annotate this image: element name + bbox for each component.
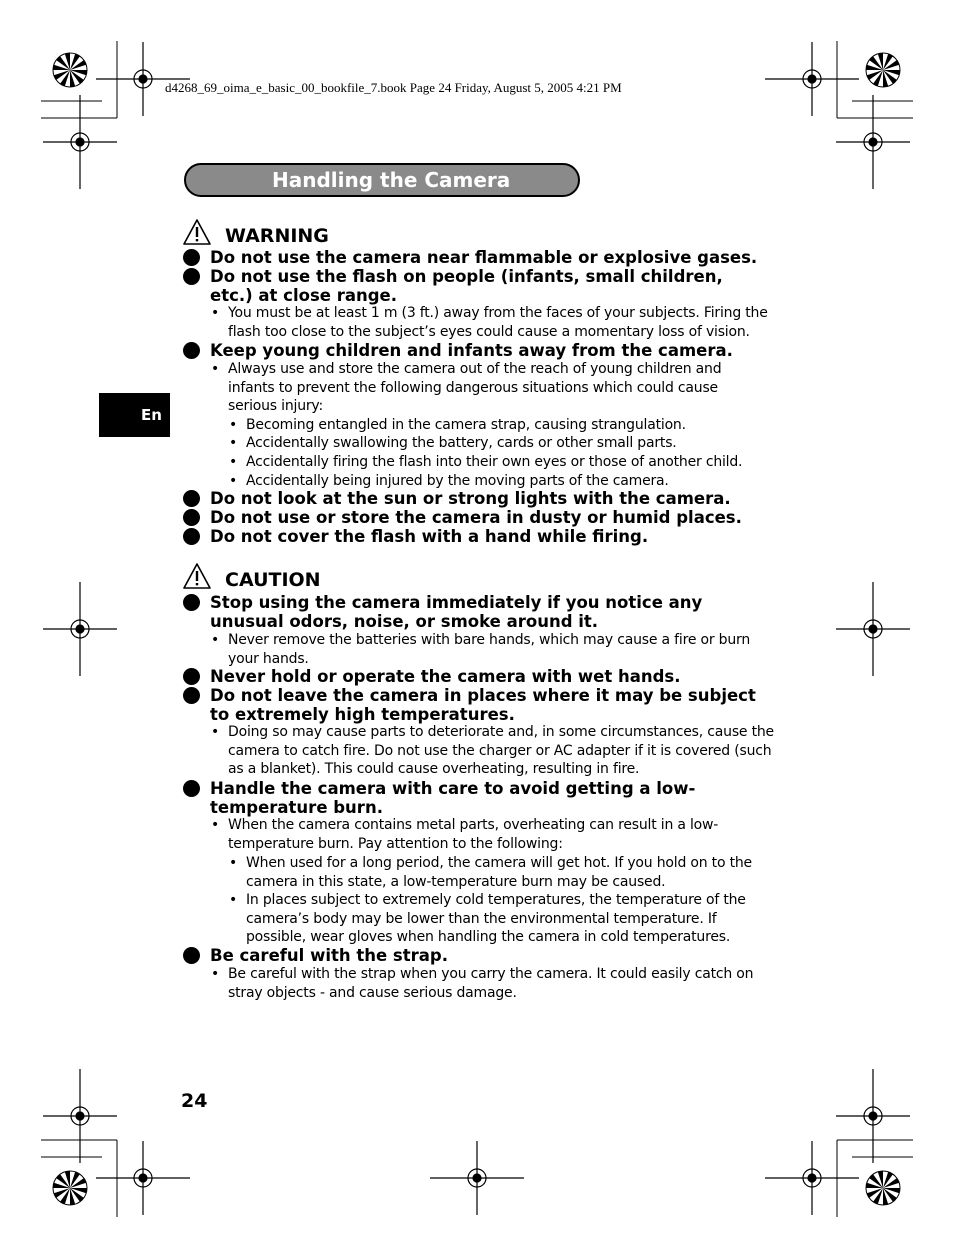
- bullet-icon: [183, 528, 200, 545]
- bullet-icon: [183, 947, 200, 964]
- caution-item: Do not leave the camera in places where it may be subject to extremely high temperatures.: [210, 686, 756, 724]
- warning-note: You must be at least 1 m (3 ft.) away from the faces of your subjects. Firing the flash too close to the subject’s eyes could cause a momentary loss of vision.: [228, 305, 768, 340]
- bullet-icon: [183, 687, 200, 704]
- page-number: 24: [181, 1090, 208, 1112]
- caution-item: Never hold or operate the camera with wet hands.: [210, 667, 681, 686]
- sub-bullet: •: [211, 361, 220, 377]
- sub-bullet: •: [229, 473, 238, 489]
- bullet-icon: [183, 780, 200, 797]
- sub-bullet: •: [211, 817, 220, 833]
- page-title: Handling the Camera: [272, 168, 511, 192]
- book-file-header: d4268_69_oima_e_basic_00_bookfile_7.book Page 24 Friday, August 5, 2005 4:21 PM: [165, 80, 622, 95]
- warning-item: Do not use or store the camera in dusty or humid places.: [210, 508, 742, 527]
- warning-subnote: Accidentally being injured by the moving parts of the camera.: [246, 473, 669, 489]
- warning-subnote: Accidentally swallowing the battery, cards or other small parts.: [246, 435, 677, 451]
- sub-bullet: •: [229, 435, 238, 451]
- caution-note: Never remove the batteries with bare hands, which may cause a fire or burn your hands.: [228, 632, 750, 667]
- sub-bullet: •: [229, 454, 238, 470]
- warning-triangle-icon: [182, 218, 212, 246]
- warning-item: Do not use the camera near flammable or explosive gases.: [210, 248, 758, 267]
- sub-bullet: •: [229, 892, 238, 908]
- caution-triangle-icon: [182, 562, 212, 590]
- language-tab: En: [99, 393, 170, 437]
- bullet-icon: [183, 268, 200, 285]
- caution-heading: CAUTION: [225, 569, 321, 591]
- caution-note: When the camera contains metal parts, overheating can result in a low-temperature burn. Pay attention to the following:: [228, 817, 719, 852]
- sub-bullet: •: [211, 305, 220, 321]
- warning-heading: WARNING: [225, 225, 329, 247]
- bullet-icon: [183, 342, 200, 359]
- warning-item: Keep young children and infants away from the camera.: [210, 341, 733, 360]
- caution-subnote: In places subject to extremely cold temperatures, the temperature of the camera’s body may be lower than the environmental temperature. If possible, wear gloves when handling the camera in cold temperatures.: [246, 892, 746, 946]
- caution-item: Be careful with the strap.: [210, 946, 448, 965]
- bullet-icon: [183, 668, 200, 685]
- warning-item: Do not cover the flash with a hand while firing.: [210, 527, 649, 546]
- warning-subnote: Becoming entangled in the camera strap, causing strangulation.: [246, 417, 686, 433]
- sub-bullet: •: [229, 417, 238, 433]
- sub-bullet: •: [211, 966, 220, 982]
- caution-note: Be careful with the strap when you carry the camera. It could easily catch on stray objects - and cause serious damage.: [228, 966, 754, 1001]
- warning-item: Do not look at the sun or strong lights with the camera.: [210, 489, 731, 508]
- bullet-icon: [183, 594, 200, 611]
- caution-item: Stop using the camera immediately if you notice any unusual odors, noise, or smoke around it.: [210, 593, 703, 631]
- bullet-icon: [183, 490, 200, 507]
- sub-bullet: •: [211, 724, 220, 740]
- caution-item: Handle the camera with care to avoid getting a low-temperature burn.: [210, 779, 696, 817]
- bullet-icon: [183, 509, 200, 526]
- warning-item: Do not use the flash on people (infants, small children, etc.) at close range.: [210, 267, 723, 305]
- sub-bullet: •: [229, 855, 238, 871]
- warning-subnote: Accidentally firing the flash into their own eyes or those of another child.: [246, 454, 743, 470]
- caution-note: Doing so may cause parts to deteriorate and, in some circumstances, cause the camera to catch fire. Do not use the charger or AC adapter if it is covered (such as a blanket). This could cause overheating, resulting in fire.: [228, 724, 774, 778]
- section-title-bar: [184, 163, 580, 197]
- sub-bullet: •: [211, 632, 220, 648]
- bullet-icon: [183, 249, 200, 266]
- caution-subnote: When used for a long period, the camera will get hot. If you hold on to the camera in this state, a low-temperature burn may be caused.: [246, 855, 752, 890]
- warning-note: Always use and store the camera out of the reach of young children and infants to prevent the following dangerous situations which could cause serious injury:: [228, 361, 722, 415]
